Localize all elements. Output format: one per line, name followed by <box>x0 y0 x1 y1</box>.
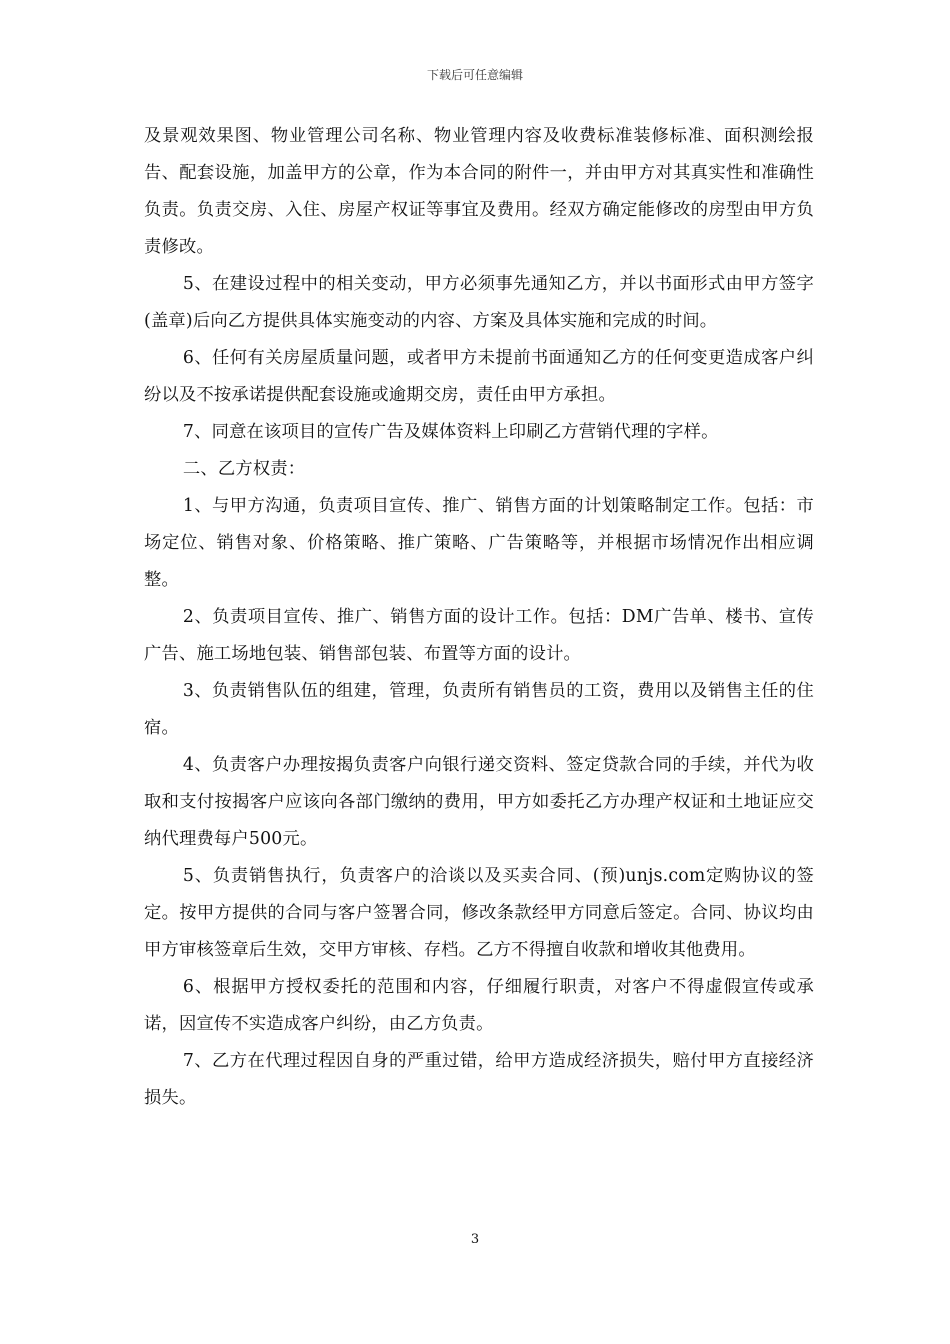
document-body <box>144 118 814 1117</box>
page-header-note: 下载后可任意编辑 <box>426 68 523 82</box>
paragraph-b-item-6: 6、根据甲方授权委托的范围和内容，仔细履行职责，对客户不得虚假宣传或承诺，因宣传不实造成客户纠纷，由乙方负责。 <box>144 977 814 1034</box>
paragraph-continued: 及景观效果图、物业管理公司名称、物业管理内容及收费标准装修标准、面积测绘报告、配套设施，加盖甲方的公章，作为本合同的附件一，并由甲方对其真实性和准确性负责。负责交房、入住、房屋产权证等事宜及费用。经双方确定能修改的房型由甲方负责修改。 <box>144 126 814 257</box>
paragraph-b-item-3: 3、负责销售队伍的组建，管理，负责所有销售员的工资，费用以及销售主任的住宿。 <box>144 681 814 738</box>
paragraph-item-5: 5、在建设过程中的相关变动，甲方必须事先通知乙方，并以书面形式由甲方签字(盖章)后向乙方提供具体实施变动的内容、方案及具体实施和完成的时间。 <box>144 274 814 331</box>
paragraph-b-item-5: 5、负责销售执行，负责客户的洽谈以及买卖合同、(预)unjs.com定购协议的签定。按甲方提供的合同与客户签署合同，修改条款经甲方同意后签定。合同、协议均由甲方审核签章后生效，交甲方审核、存档。乙方不得擅自收款和增收其他费用。 <box>144 866 814 960</box>
section-heading-party-b: 二、乙方权责： <box>182 459 306 479</box>
paragraph-b-item-4: 4、负责客户办理按揭负责客户向银行递交资料、签定贷款合同的手续，并代为收取和支付按揭客户应该向各部门缴纳的费用，甲方如委托乙方办理产权证和土地证应交纳代理费每户500元。 <box>144 755 814 849</box>
paragraph-item-6: 6、任何有关房屋质量问题，或者甲方未提前书面通知乙方的任何变更造成客户纠纷以及不按承诺提供配套设施或逾期交房，责任由甲方承担。 <box>144 348 814 405</box>
paragraph-b-item-2: 2、负责项目宣传、推广、销售方面的设计工作。包括：DM广告单、楼书、宣传广告、施工场地包装、销售部包装、布置等方面的设计。 <box>144 607 814 664</box>
paragraph-b-item-1: 1、与甲方沟通，负责项目宣传、推广、销售方面的计划策略制定工作。包括：市场定位、销售对象、价格策略、推广策略、广告策略等，并根据市场情况作出相应调整。 <box>144 496 814 590</box>
paragraph-item-7: 7、同意在该项目的宣传广告及媒体资料上印刷乙方营销代理的字样。 <box>182 422 719 442</box>
page-number: 3 <box>470 1232 480 1247</box>
paragraph-b-item-7: 7、乙方在代理过程因自身的严重过错，给甲方造成经济损失，赔付甲方直接经济损失。 <box>144 1051 814 1108</box>
